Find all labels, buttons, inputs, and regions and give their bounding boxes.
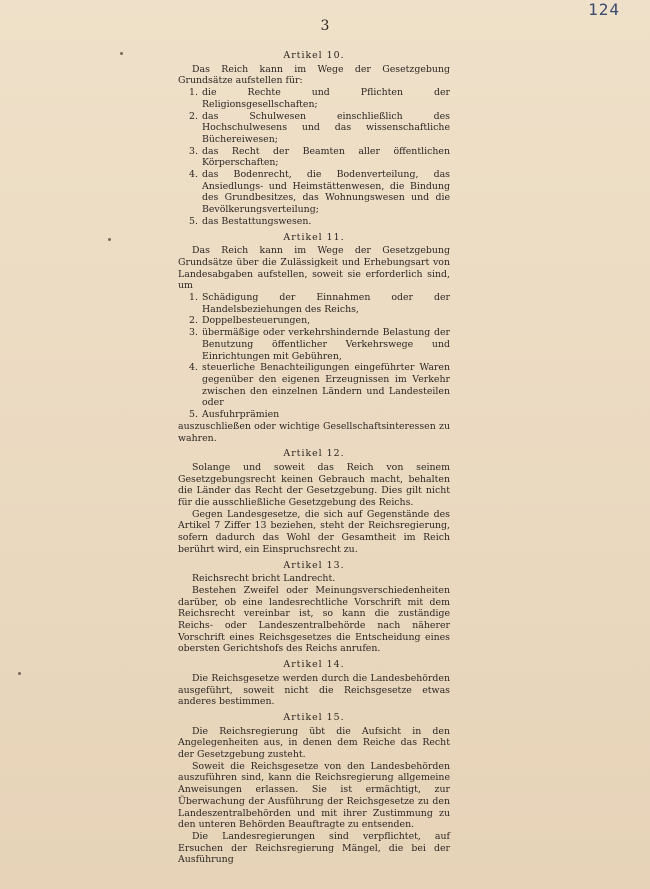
list-item: [178, 87, 450, 110]
list-item-number: 2.: [189, 110, 198, 122]
paper-speck: [120, 52, 123, 55]
document-body: [178, 46, 450, 866]
list-item-text: übermäßige oder verkehrshindernde Belastung der Benutzung öffentlicher Verkehrswege und Einrichtungen mit Gebühren,: [202, 327, 450, 362]
list-item-text: Schädigung der Einnahmen oder der Handelsbeziehungen des Reichs,: [202, 292, 450, 315]
article-heading: Artikel 11.: [283, 231, 345, 243]
article-paragraph: Bestehen Zweifel oder Meinungsverschiedenheiten darüber, ob eine landesrechtliche Vorschrift mit dem Reichsrecht vereinbar ist, so kann die zuständige Reichs- oder Landeszentralbehörde nach näherer Vorschrift eines Reichsgesetzes die Entscheidung eines obersten Gerichtshofs des Reichs anrufen.: [178, 584, 450, 655]
article-heading: Artikel 10.: [283, 50, 345, 61]
article-paragraph: Reichsrecht bricht Landrecht.: [192, 573, 336, 585]
list-item-text: das Recht der Beamten aller öffentlichen Körperschaften;: [202, 145, 450, 169]
article-paragraph: Solange und soweit das Reich von seinem Gesetzgebungsrecht keinen Gebrauch macht, behalten die Länder das Recht der Gesetzgebung. Dies gilt nicht für die ausschließliche Gesetzgebung des Reichs.: [178, 461, 450, 509]
list-item-text: das Schulwesen einschließlich des Hochschulwesens und das wissenschaftliche Büchereiwesen;: [202, 110, 450, 145]
list-item-text: Ausfuhrprämien: [202, 409, 280, 421]
list-item: [178, 292, 450, 315]
archive-number: 124: [588, 0, 620, 19]
paper-speck: [18, 672, 21, 675]
article-heading: Artikel 15.: [283, 711, 345, 723]
list-item: [178, 169, 450, 216]
list-item: [178, 216, 450, 228]
article-paragraph: Die Reichsgesetze werden durch die Landesbehörden ausgeführt, soweit nicht die Reichsgesetze etwas anderes bestimmen.: [178, 672, 450, 708]
list-item: [178, 362, 450, 409]
article-paragraph: Gegen Landesgesetze, die sich auf Gegenstände des Artikel 7 Ziffer 13 beziehen, steht der Reichsregierung, sofern dadurch das Wohl der Gesamtheit im Reich berührt wird, ein Einspruchsrecht zu.: [178, 508, 450, 555]
article-heading: Artikel 12.: [283, 448, 345, 460]
list-item-number: 4.: [189, 362, 198, 374]
list-item-number: 5.: [189, 409, 198, 421]
list-item-text: das Bodenrecht, die Bodenverteilung, das Ansiedlungs- und Heimstättenwesen, die Bindung des Grundbesitzes, das Wohnungswesen und die Bevölkerungsverteilung;: [202, 169, 450, 216]
list-item-text: steuerliche Benachteiligungen eingeführter Waren gegenüber den eigenen Erzeugnissen im Verkehr zwischen den einzelnen Ländern und Landesteilen oder: [202, 362, 450, 409]
list-item-text: die Rechte und Pflichten der Religionsgesellschaften;: [202, 87, 450, 110]
article-heading: Artikel 14.: [283, 659, 345, 671]
list-item: [178, 111, 450, 146]
article-paragraph: Soweit die Reichsgesetze von den Landesbehörden auszuführen sind, kann die Reichsregierung allgemeine Anweisungen erlassen. Sie ist ermächtigt, zur Überwachung der Ausführung der Reichsgesetze zu den Landeszentralbehörden und mit ihrer Zustimmung zu den unteren Behörden Beauftragte zu entsenden.: [178, 760, 450, 831]
article-paragraph: Die Reichsregierung übt die Aufsicht in den Angelegenheiten aus, in denen dem Reiche das Recht der Gesetzgebung zusteht.: [178, 725, 450, 761]
list-item-number: 1.: [189, 87, 198, 99]
list-item-number: 4.: [189, 169, 198, 181]
list-item-text: Doppelbesteuerungen,: [202, 315, 311, 327]
list-item-number: 3.: [189, 145, 198, 157]
list-item: [178, 315, 450, 327]
list-item-number: 1.: [189, 292, 198, 304]
list-item-text: das Bestattungswesen.: [202, 215, 312, 227]
paper-speck: [108, 238, 111, 241]
article-paragraph: Die Landesregierungen sind verpflichtet, auf Ersuchen der Reichsregierung Mängel, die bei der Ausführung: [178, 831, 450, 866]
list-item-number: 2.: [189, 315, 198, 327]
list-item: [178, 409, 450, 421]
article-heading: Artikel 13.: [283, 559, 345, 571]
article-paragraph: auszuschließen oder wichtige Gesellschaftsinteressen zu wahren.: [178, 420, 450, 444]
list-item: [178, 146, 450, 169]
list-item-number: 5.: [189, 215, 198, 227]
list-item-number: 3.: [189, 327, 198, 339]
page-number: 3: [320, 18, 330, 34]
article-intro: Das Reich kann im Wege der Gesetzgebung Grundsätze über die Zulässigkeit und Erhebungsart von Landesabgaben aufstellen, soweit sie erforderlich sind, um: [178, 245, 450, 292]
article-intro: Das Reich kann im Wege der Gesetzgebung Grundsätze aufstellen für:: [178, 63, 450, 87]
list-item: [178, 327, 450, 362]
